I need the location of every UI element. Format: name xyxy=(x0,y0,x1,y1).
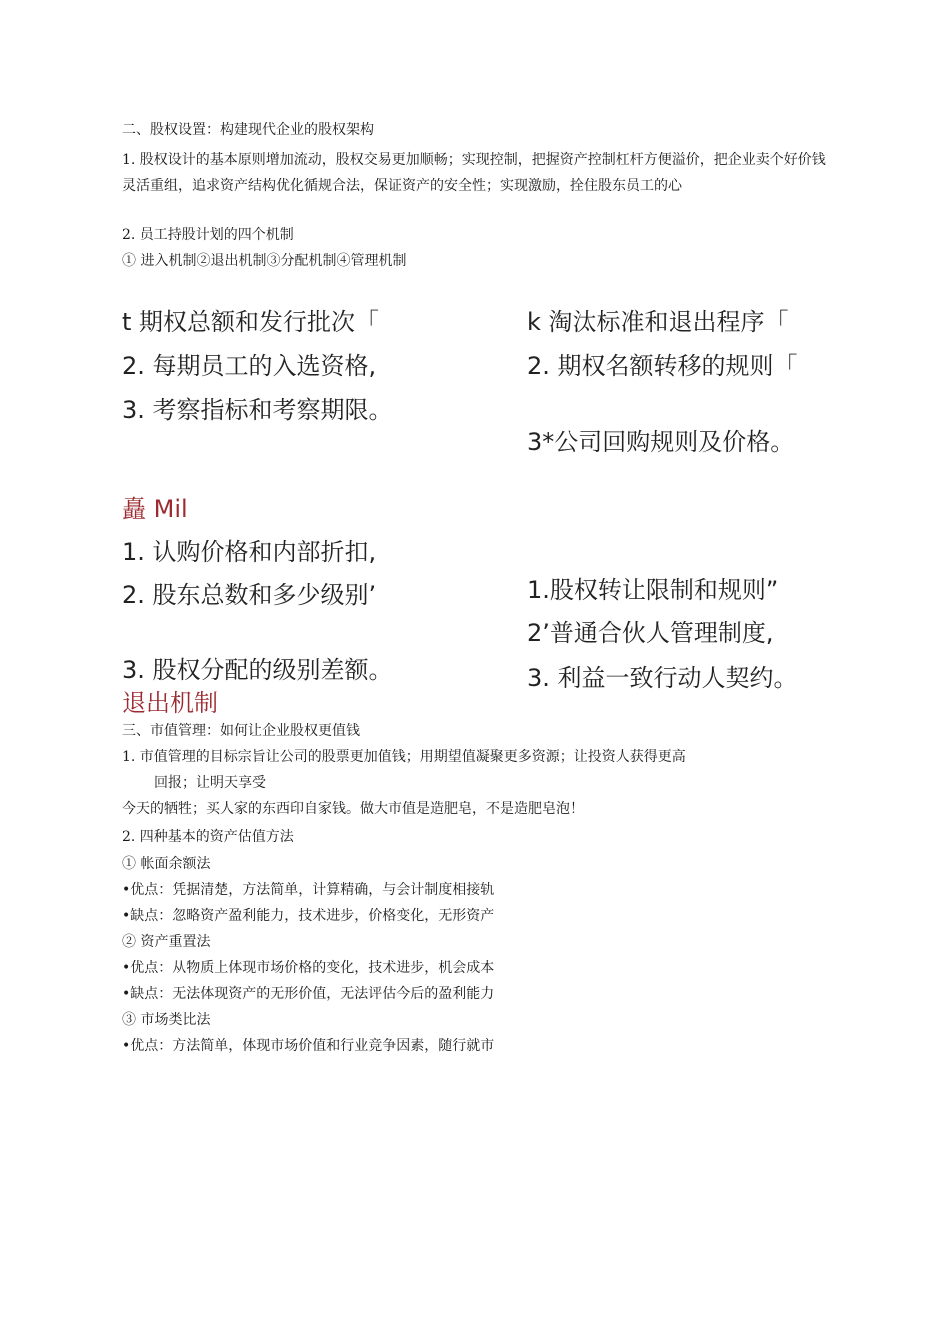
paragraph-market-cap-c: 今天的牺牲；买人家的东西印自家钱。做大市值是造肥皂，不是造肥皂泡！ xyxy=(122,801,584,817)
method-book-value: ① 帐面余额法 xyxy=(122,856,211,872)
heading-exit-mechanism: 退出机制 xyxy=(122,689,218,717)
left1-line2: 2. 每期员工的入选资格, xyxy=(122,352,377,380)
paragraph-valuation-title: 2. 四种基本的资产估值方法 xyxy=(122,829,294,845)
left2-line1: 1. 认购价格和内部折扣, xyxy=(122,538,377,566)
right1-line3: 3*公司回购规则及价格。 xyxy=(527,428,795,456)
paragraph-market-cap-b: 回报；让明天享受 xyxy=(154,775,266,791)
method-book-value-pro: •优点：凭据清楚，方法简单，计算精确，与会计制度相接轨 xyxy=(122,882,495,898)
paragraph-mechanisms: ① 进入机制②退出机制③分配机制④管理机制 xyxy=(122,253,407,269)
section-3-title: 三、市值管理：如何让企业股权更值钱 xyxy=(122,723,360,739)
section-2-title: 二、股权设置：构建现代企业的股权架构 xyxy=(122,122,374,138)
paragraph-esop-title: 2. 员工持股计划的四个机制 xyxy=(122,227,294,243)
left2-line2: 2. 股东总数和多少级别’ xyxy=(122,581,377,609)
paragraph-principles: 1. 股权设计的基本原则增加流动，股权交易更加顺畅；实现控制，把握资产控制杠杆方便溢价，把企业卖个好价钱灵活重组，追求资产结构优化循规合法，保证资产的安全性；实现激励，拴住股东员工的心 xyxy=(122,152,826,194)
method-market-comparison-pro: •优点：方法简单，体现市场价值和行业竞争因素，随行就市 xyxy=(122,1038,495,1054)
right1-line2: 2. 期权名额转移的规则「 xyxy=(527,352,798,380)
left2-line3: 3. 股权分配的级别差额。 xyxy=(122,656,393,684)
heading-garbled: 矗 Mil xyxy=(122,495,188,523)
paragraph-market-cap-a: 1. 市值管理的目标宗旨让公司的股票更加值钱；用期望值凝聚更多资源；让投资人获得更高 xyxy=(122,749,686,765)
right2-line1: 1.股权转让限制和规则” xyxy=(527,576,779,604)
right1-line1: k 淘汰标准和退出程序「 xyxy=(527,308,789,336)
right2-line2: 2’普通合伙人管理制度, xyxy=(527,619,774,647)
method-book-value-con: •缺点：忽略资产盈利能力，技术进步，价格变化，无形资产 xyxy=(122,908,495,924)
method-replacement-pro: •优点：从物质上体现市场价格的变化，技术进步，机会成本 xyxy=(122,960,495,976)
method-market-comparison: ③ 市场类比法 xyxy=(122,1012,211,1028)
right2-line3: 3. 利益一致行动人契约。 xyxy=(527,664,798,692)
left1-line1: t 期权总额和发行批次「 xyxy=(122,308,380,336)
method-replacement-con: •缺点：无法体现资产的无形价值，无法评估今后的盈利能力 xyxy=(122,986,495,1002)
left1-line3: 3. 考察指标和考察期限。 xyxy=(122,396,393,424)
method-replacement: ② 资产重置法 xyxy=(122,934,211,950)
